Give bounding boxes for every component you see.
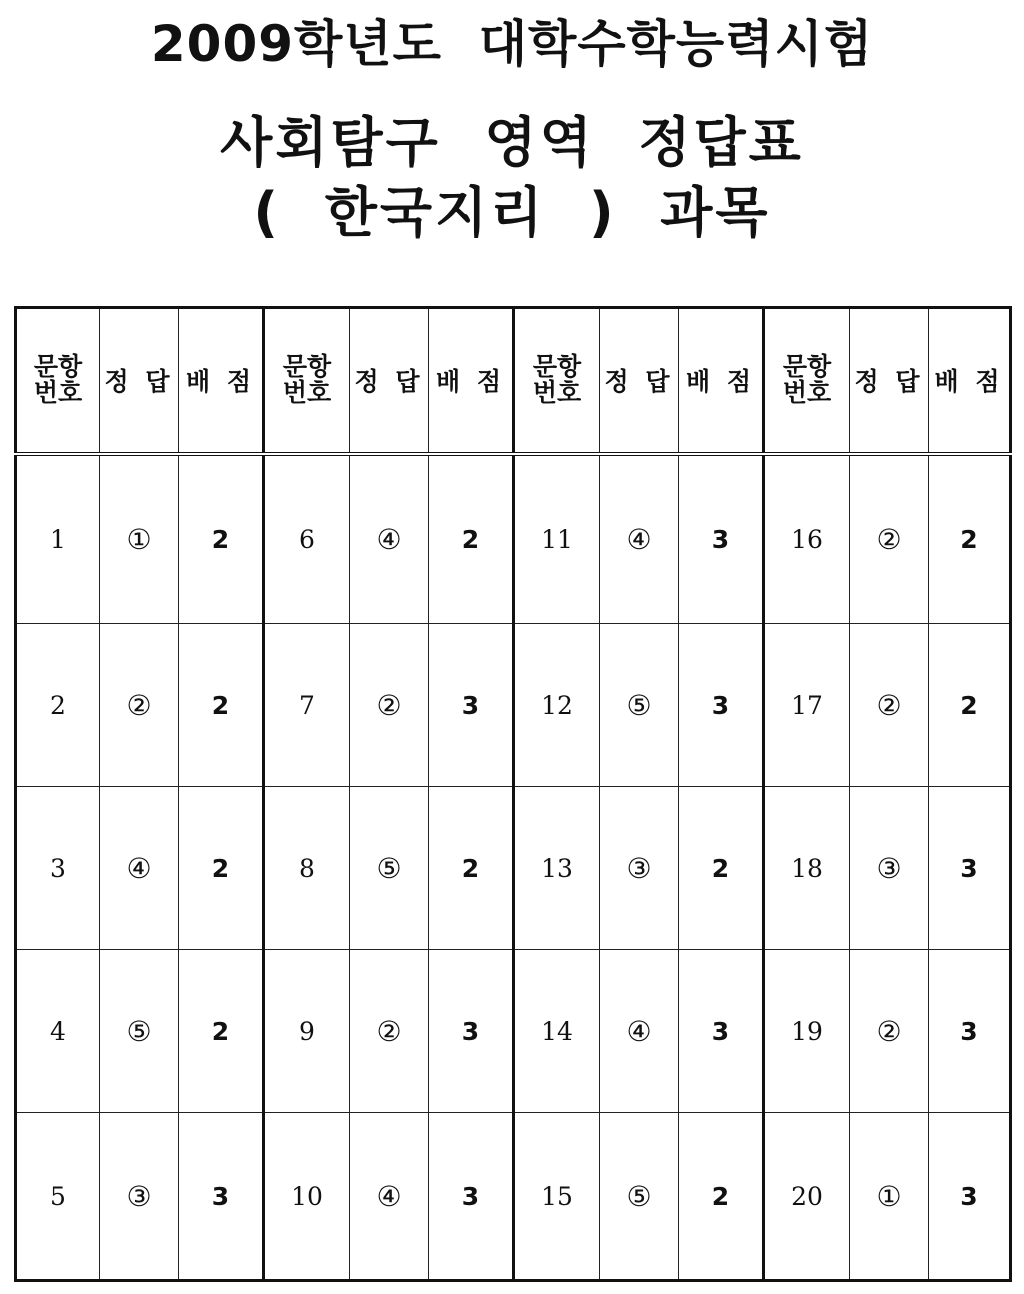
answer-cell: ② — [350, 950, 429, 1113]
answer-cell: ⑤ — [350, 787, 429, 950]
points-cell: 3 — [929, 787, 1011, 950]
answer-cell: ④ — [350, 454, 429, 624]
question-number-cell: 14 — [514, 950, 600, 1113]
answer-cell: ③ — [100, 1113, 179, 1281]
points-cell: 3 — [429, 624, 514, 787]
question-number-cell: 20 — [764, 1113, 850, 1281]
exam-title: 2009학년도 대학수학능력시험 — [150, 15, 874, 73]
answer-cell: ② — [850, 950, 929, 1113]
answer-cell: ⑤ — [600, 624, 679, 787]
question-number-cell: 3 — [16, 787, 100, 950]
header-points: 배 점 — [179, 308, 264, 454]
answer-key-title: 사회탐구 영역 정답표 — [220, 111, 804, 174]
question-number-cell: 16 — [764, 454, 850, 624]
points-cell: 2 — [429, 787, 514, 950]
question-number-cell: 19 — [764, 950, 850, 1113]
header-question-number — [16, 308, 100, 454]
answer-table — [14, 306, 1012, 1282]
question-number-cell: 13 — [514, 787, 600, 950]
answer-cell: ③ — [850, 787, 929, 950]
header-question-number — [764, 308, 850, 454]
question-number-cell: 10 — [264, 1113, 350, 1281]
points-cell: 2 — [179, 950, 264, 1113]
answer-cell: ④ — [350, 1113, 429, 1281]
header-question-number-line1: 문항 — [532, 352, 582, 382]
table-row — [16, 454, 1011, 624]
points-cell: 3 — [679, 624, 764, 787]
table-row — [16, 1113, 1011, 1281]
header-answer: 정 답 — [600, 308, 679, 454]
header-question-number — [514, 308, 600, 454]
header-points: 배 점 — [679, 308, 764, 454]
points-cell: 2 — [179, 787, 264, 950]
answer-cell: ④ — [600, 454, 679, 624]
question-number-cell: 6 — [264, 454, 350, 624]
table-row — [16, 624, 1011, 787]
answer-cell: ⑤ — [600, 1113, 679, 1281]
question-number-cell: 11 — [514, 454, 600, 624]
header-answer: 정 답 — [850, 308, 929, 454]
points-cell: 3 — [929, 950, 1011, 1113]
points-cell: 3 — [429, 950, 514, 1113]
header-points: 배 점 — [929, 308, 1011, 454]
question-number-cell: 5 — [16, 1113, 100, 1281]
points-cell: 2 — [429, 454, 514, 624]
points-cell: 2 — [929, 454, 1011, 624]
header-points: 배 점 — [429, 308, 514, 454]
points-cell: 2 — [679, 1113, 764, 1281]
answer-cell: ① — [850, 1113, 929, 1281]
header-question-number — [264, 308, 350, 454]
question-number-cell: 7 — [264, 624, 350, 787]
subject-title: ( 한국지리 ) 과목 — [253, 181, 771, 244]
header-question-number-line1: 문항 — [782, 352, 832, 382]
question-number-cell: 12 — [514, 624, 600, 787]
header-question-number-line2: 번호 — [33, 378, 83, 408]
answer-cell: ① — [100, 454, 179, 624]
header-question-number-line2: 번호 — [282, 378, 332, 408]
question-number-cell: 18 — [764, 787, 850, 950]
points-cell: 3 — [929, 1113, 1011, 1281]
points-cell: 2 — [179, 624, 264, 787]
answer-cell: ② — [100, 624, 179, 787]
answer-cell: ④ — [100, 787, 179, 950]
question-number-cell: 2 — [16, 624, 100, 787]
header-answer: 정 답 — [350, 308, 429, 454]
table-row — [16, 787, 1011, 950]
points-cell: 2 — [679, 787, 764, 950]
header-question-number-line1: 문항 — [33, 352, 83, 382]
points-cell: 3 — [179, 1113, 264, 1281]
question-number-cell: 1 — [16, 454, 100, 624]
table-row — [16, 950, 1011, 1113]
answer-cell: ④ — [600, 950, 679, 1113]
question-number-cell: 8 — [264, 787, 350, 950]
answer-cell: ② — [350, 624, 429, 787]
header-question-number-line2: 번호 — [782, 378, 832, 408]
answer-cell: ③ — [600, 787, 679, 950]
answer-cell: ⑤ — [100, 950, 179, 1113]
question-number-cell: 4 — [16, 950, 100, 1113]
answer-cell: ② — [850, 454, 929, 624]
header-row — [16, 308, 1011, 454]
points-cell: 2 — [929, 624, 1011, 787]
header-question-number-line2: 번호 — [532, 378, 582, 408]
points-cell: 2 — [179, 454, 264, 624]
header-answer: 정 답 — [100, 308, 179, 454]
question-number-cell: 9 — [264, 950, 350, 1113]
question-number-cell: 15 — [514, 1113, 600, 1281]
question-number-cell: 17 — [764, 624, 850, 787]
answer-cell: ② — [850, 624, 929, 787]
header-question-number-line1: 문항 — [282, 352, 332, 382]
points-cell: 3 — [429, 1113, 514, 1281]
points-cell: 3 — [679, 950, 764, 1113]
points-cell: 3 — [679, 454, 764, 624]
